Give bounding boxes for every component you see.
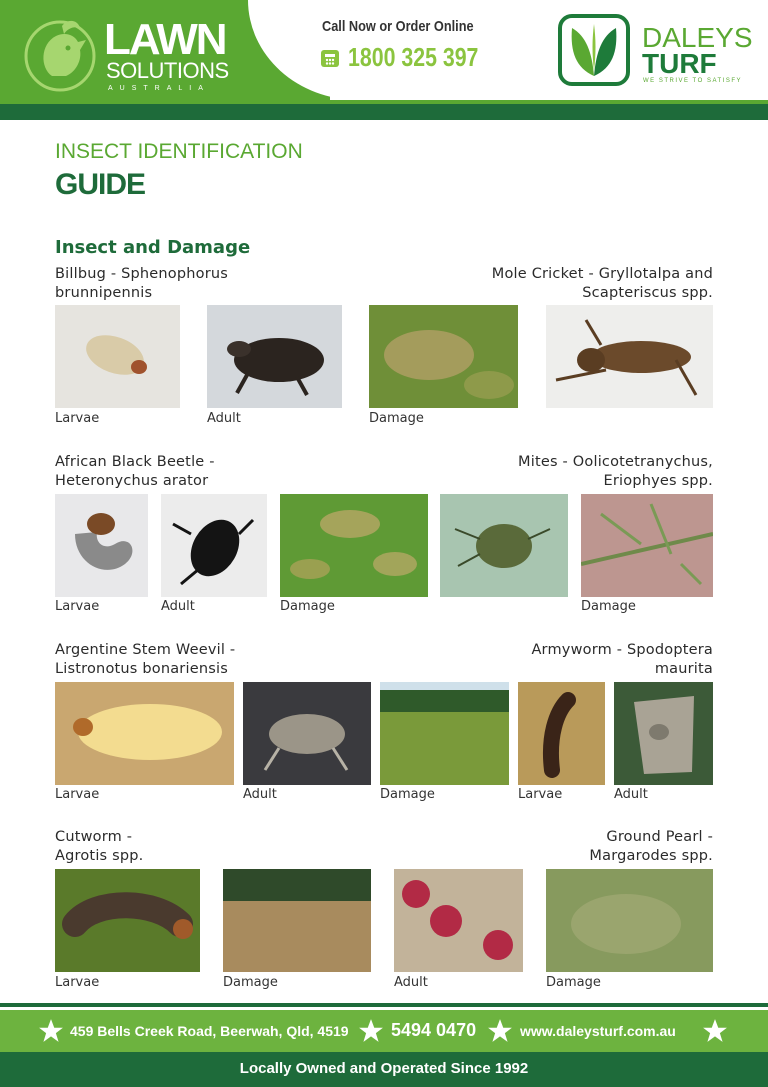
ground-pearl-adult-photo — [394, 869, 523, 972]
insect-name-argentine-stem-weevil: Argentine Stem Weevil - Listronotus bonariensis — [55, 642, 236, 677]
footer-website-link[interactable]: www.daleysturf.com.au — [520, 1023, 676, 1039]
leaf-icon — [562, 18, 626, 82]
billbug-adult-photo — [207, 305, 342, 408]
footer-slogan: Locally Owned and Operated Since 1992 — [239, 1060, 529, 1077]
insect-name-mites: Mites - Oolicotetranychus, Eriophyes spp. — [518, 454, 713, 489]
insect-name-african-black-beetle: African Black Beetle - Heteronychus arator — [55, 454, 215, 489]
daleys-turf-logo-mark — [558, 14, 630, 86]
caption-larvae: Larvae — [518, 787, 563, 802]
cutworm-damage-photo — [223, 869, 371, 972]
star-icon — [702, 1018, 728, 1044]
caption-damage: Damage — [546, 975, 601, 990]
section-heading: Insect and Damage — [55, 237, 251, 258]
caption-larvae: Larvae — [55, 787, 100, 802]
caption-damage: Damage — [369, 411, 424, 426]
caption-adult: Adult — [243, 787, 277, 802]
phone-number: 1800 325 397 — [348, 42, 479, 72]
brand-subtitle: SOLUTIONS — [106, 58, 229, 83]
cutworm-larvae-photo — [55, 869, 200, 972]
brand-country: AUSTRALIA — [108, 85, 210, 92]
mite-photo — [440, 494, 568, 597]
beetle-damage-photo — [280, 494, 428, 597]
weevil-damage-photo — [380, 682, 509, 785]
mole-cricket-photo — [546, 305, 713, 408]
insect-name-armyworm: Armyworm - Spodoptera maurita — [531, 642, 713, 677]
page-header — [0, 0, 768, 120]
partner-tagline: WE STRIVE TO SATISFY — [643, 78, 743, 84]
armyworm-adult-photo — [614, 682, 713, 785]
insect-name-mole-cricket: Mole Cricket - Gryllotalpa and Scapteriscus spp. — [491, 266, 713, 301]
caption-adult: Adult — [207, 411, 241, 426]
caption-damage: Damage — [223, 975, 278, 990]
billbug-damage-photo — [369, 305, 518, 408]
weevil-adult-photo — [243, 682, 371, 785]
star-icon — [38, 1018, 64, 1044]
ground-pearl-damage-photo — [546, 869, 713, 972]
beetle-adult-photo — [161, 494, 267, 597]
caption-adult: Adult — [161, 599, 195, 614]
star-icon — [487, 1018, 513, 1044]
footer-address: 459 Bells Creek Road, Beerwah, Qld, 4519 — [70, 1023, 349, 1039]
lawn-solutions-logo — [22, 10, 247, 92]
mascot-head-icon — [22, 14, 102, 94]
caption-larvae: Larvae — [55, 599, 100, 614]
partner-name: DALEYS — [642, 22, 753, 53]
insect-name-billbug: Billbug - Sphenophorus brunnipennis — [55, 266, 229, 301]
partner-name-turf: TURF — [642, 48, 717, 79]
beetle-larvae-photo — [55, 494, 148, 597]
caption-adult: Adult — [614, 787, 648, 802]
mites-damage-photo — [581, 494, 713, 597]
caption-adult: Adult — [394, 975, 428, 990]
weevil-larvae-photo — [55, 682, 234, 785]
caption-damage: Damage — [380, 787, 435, 802]
page-title-line2: GUIDE — [55, 168, 146, 201]
brand-title: LAWN — [104, 15, 226, 64]
caption-damage: Damage — [581, 599, 636, 614]
insect-name-cutworm: Cutworm - Agrotis spp. — [55, 829, 144, 864]
footer-phone[interactable]: 5494 0470 — [391, 1020, 477, 1040]
star-icon — [358, 1018, 384, 1044]
phone-icon — [318, 46, 342, 70]
insect-name-ground-pearl: Ground Pearl - Margarodes spp. — [589, 829, 713, 864]
caption-damage: Damage — [280, 599, 335, 614]
caption-larvae: Larvae — [55, 411, 100, 426]
caption-larvae: Larvae — [55, 975, 100, 990]
call-now-text: Call Now or Order Online — [322, 18, 474, 35]
billbug-larvae-photo — [55, 305, 180, 408]
header-phone[interactable] — [318, 42, 507, 73]
page-title-line1: INSECT IDENTIFICATION — [55, 140, 303, 163]
armyworm-larvae-photo — [518, 682, 605, 785]
